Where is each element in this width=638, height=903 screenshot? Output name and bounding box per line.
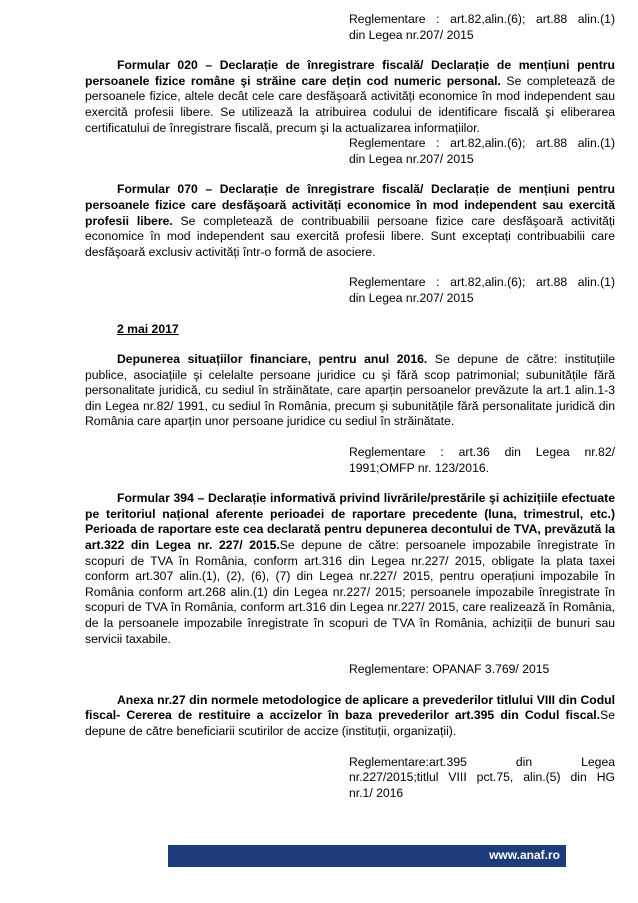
- regulation-reference: [349, 445, 615, 476]
- paragraph-lead: Formular 394 – Declarație informativă privind livrările/prestările şi achizițiile efectuate pe teritoriul național aferente perioadei de raportare precedente (luna, trimestrul, etc.) Perioada de raportare este cea declarată pentru depunerea decontului de TVA, prevăzută la art.322 din Legea nr. 227/ 2015.: [85, 491, 615, 553]
- paragraph-body: Se completează de contribuabilii persoane fizice care desfăşoară activități economice în mod independent sau exercită profesii libere. Sunt exceptați contribuabilii care desfăşoară exclusiv activități într-o formă de asociere.: [85, 213, 615, 259]
- paragraph-formular-020: [85, 58, 615, 136]
- paragraph-anexa-27: [85, 693, 615, 740]
- regulation-reference: [349, 275, 615, 306]
- regulation-reference: [349, 136, 615, 167]
- paragraph-lead: Depunerea situațiilor financiare, pentru anul 2016.: [117, 352, 428, 367]
- regulation-reference: [349, 755, 615, 802]
- paragraph-situatii-financiare: [85, 352, 615, 430]
- regulation-line: Reglementare : art.36 din Legea nr.82/: [349, 445, 615, 460]
- paragraph-lead: Formular 070 – Declarație de înregistrare fiscală/ Declarație de mențiuni pentru persoanele fizice care desfăşoară activități economice în mod independent sau exercită profesii libere.: [85, 182, 615, 228]
- regulation-line: nr.1/ 2016: [349, 785, 404, 800]
- section-date: 2 mai 2017: [117, 321, 179, 336]
- paragraph-body: Se depune de către beneficiarii scutirilor de accize (instituții, organizații).: [85, 708, 615, 738]
- regulation-line: Reglementare : art.82,alin.(6); art.88 alin.(1): [349, 12, 615, 26]
- regulation-line: nr.227/2015;titlul VIII pct.75, alin.(5) din HG: [349, 770, 615, 785]
- footer-website-link[interactable]: www.anaf.ro: [489, 848, 560, 862]
- paragraph-body: Se depune de către: persoanele impozabile înregistrate în scopuri de TVA în România, conform art.316 din Legea nr.227/ 2015, obligate la plata taxei conform art.307 alin.(1), (2), (6), (7) din Legea nr.227/ 2015, pentru operațiuni impozabile în România conform art.268 alin.(1) din Legea nr.227/ 2015; persoanele impozabile înregistrate în scopuri de TVA în România, conform art.316 din Legea nr.227/ 2015, care realizează în România, de la persoanele impozabile înregistrate în scopuri de TVA în România, achiziții de bunuri sau servicii taxabile.: [85, 538, 615, 646]
- paragraph-lead: Formular 020 – Declarație de înregistrare fiscală/ Declarație de mențiuni pentru persoanele fizice române şi străine care dețin cod numeric personal.: [85, 58, 615, 88]
- paragraph-formular-394: [85, 491, 615, 647]
- regulation-line: Reglementare: OPANAF 3.769/ 2015: [349, 662, 550, 677]
- regulation-line: Reglementare : art.82,alin.(6); art.88 alin.(1): [349, 275, 615, 290]
- regulation-line: Reglementare : art.82,alin.(6); art.88 alin.(1): [349, 136, 615, 151]
- regulation-line: 1991;OMFP nr. 123/2016.: [349, 460, 490, 475]
- regulation-line: Reglementare:art.395 din Legea: [349, 754, 615, 769]
- regulation-reference: [349, 12, 615, 43]
- regulation-line: din Legea nr.207/ 2015: [349, 151, 474, 166]
- footer-bar: [168, 845, 566, 867]
- paragraph-body: Se completează de persoanele fizice, altele decât cele care desfăşoară activități economice în mod independent sau exercită profesii libere. Se utilizează la atribuirea codului de identificare fiscală şi eliberarea certificatului de înregistrare fiscală, precum şi la actualizarea informațiilor.: [85, 73, 615, 135]
- regulation-line: din Legea nr.207/ 2015: [349, 27, 474, 42]
- document-page: [85, 12, 615, 801]
- paragraph-lead: Anexa nr.27 din normele metodologice de aplicare a prevederilor titlului VIII din Codul fiscal- Cererea de restituire a accizelor în baza prevederilor art.395 din Codul fiscal.: [85, 692, 615, 723]
- regulation-reference: [349, 662, 615, 678]
- regulation-line: din Legea nr.207/ 2015: [349, 290, 474, 305]
- paragraph-formular-070: [85, 182, 615, 260]
- paragraph-body: Se depune de către: instituțiile publice, asociațiile şi celelalte persoane juridice cu şi fără scop patrimonial; subunitățile fără personalitate juridică, cu sediul în străinătate, care aparțin persoanelor prevăzute la art.1 alin.1-3 din Legea nr.82/ 1991, cu sediul în România, precum şi subunitățile fără personalitate juridică din România care aparțin unor persoane juridice cu sediul în străinătate.: [85, 352, 615, 429]
